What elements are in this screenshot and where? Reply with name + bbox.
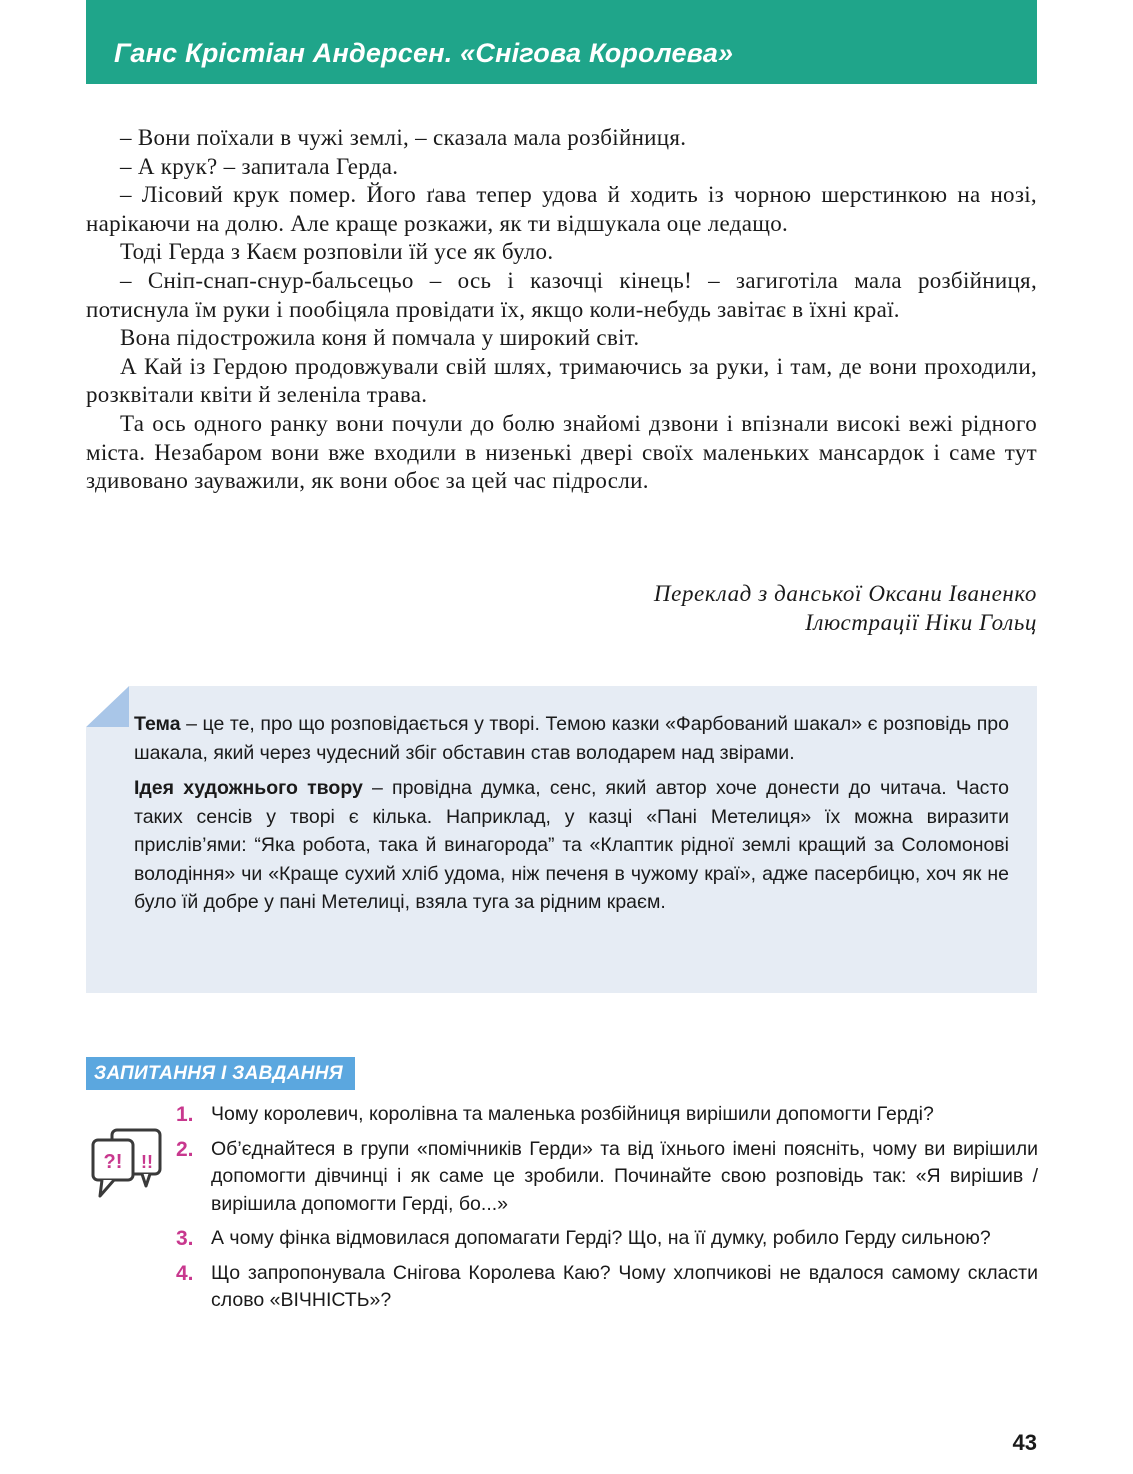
illustration-credit: Ілюстрації Ніки Гольц: [805, 609, 1037, 635]
credits: [654, 580, 1037, 637]
list-item: [176, 1225, 1038, 1253]
question-number: 2.: [176, 1137, 194, 1161]
question-text: А чому фінка відмовилася допомагати Герді? Що, на її думку, робило Герду сильною?: [211, 1227, 991, 1249]
list-item: [176, 1260, 1038, 1315]
question-text: Що запропонувала Снігова Королева Каю? Чому хлопчикові не вдалося самому скласти слово «ВІЧНІСТЬ»?: [211, 1261, 1038, 1311]
story-paragraph: – Сніп-снап-снур-бальсецьо – ось і казочці кінець! – загиготіла мала розбійниця, потиснула їм руки і пообіцяла провідати їх, якщо коли-небудь завітає в їхні краї.: [86, 267, 1037, 322]
question-number: 3.: [176, 1227, 194, 1250]
idea-term: Ідея художнього твору: [134, 777, 363, 799]
story-text: [86, 124, 1037, 496]
definition-box: [86, 686, 1037, 993]
definition-text: [134, 710, 1009, 924]
theme-text: – це те, про що розповідається у творі. Темою казки «Фарбований шакал» є розповідь про шакала, який через чудесний збіг обставин став володарем над звірами.: [134, 713, 1009, 764]
idea-definition: [134, 774, 1009, 917]
page-header: [86, 0, 1037, 84]
idea-text: – провідна думка, сенс, який автор хоче донести до читача. Часто таких сенсів у творі є кілька. Наприклад, у казці «Пані Метелиця» їх можна виразити прислів’ями: “Яка робота, така й винагорода” та «Клаптик рідної землі кращий за Соломонові володіння» чи «Краще сухий хліб удома, ніж печеня в чужому краї», адже пасербицю, хоч як не було їй добре у пані Метелиці, взяла туга за рідним краєм.: [134, 777, 1009, 913]
story-paragraph: Вона підострожила коня й помчала у широкий світ.: [120, 325, 640, 351]
list-item: [176, 1101, 1038, 1129]
page-number: 43: [1012, 1430, 1037, 1455]
story-paragraph: – Лісовий крук помер. Його ґава тепер удова й ходить із чорною шерстинкою на нозі, нарікаючи на долю. Але краще розкажи, як ти відшукала оце ледащо.: [86, 182, 1037, 236]
theme-definition: [134, 710, 1009, 767]
story-paragraph: Тоді Герда з Каєм розповіли їй усе як було.: [120, 239, 554, 265]
story-paragraph: Та ось одного ранку вони почули до болю знайомі дзвони і впізнали високі вежі рідного міста. Незабаром вони вже входили в низенькі двері своїх маленьких мансардок і саме тут здивовано зауважили, як вони обоє за цей час підросли.: [86, 410, 1037, 494]
story-paragraph: – Вони поїхали в чужі землі, – сказала мала розбійниця.: [120, 125, 687, 150]
question-number: 4.: [176, 1261, 194, 1285]
translation-credit: Переклад з данської Оксани Іваненко: [653, 581, 1037, 606]
questions-badge: ЗАПИТАННЯ І ЗАВДАННЯ: [86, 1057, 355, 1090]
story-paragraph: А Кай із Гердою продовжували свій шлях, тримаючись за руки, і там, де вони проходили, розквітали квіти й зеленіла трава.: [86, 353, 1037, 408]
speech-bubbles-icon: [90, 1128, 168, 1206]
questions-list: [176, 1101, 1038, 1322]
question-number: 1.: [176, 1103, 194, 1126]
question-text: Чому королевич, королівна та маленька розбійниця вирішили допомогти Герді?: [211, 1103, 934, 1125]
icon-text-right: !!: [141, 1152, 153, 1172]
chapter-title: Ганс Крістіан Андерсен. «Снігова Королева»: [114, 38, 734, 68]
story-paragraph: – А крук? – запитала Герда.: [120, 153, 399, 179]
icon-text-left: ?!: [103, 1151, 123, 1173]
folded-corner-icon: [86, 686, 130, 728]
list-item: [176, 1136, 1038, 1219]
question-text: Об’єднайтеся в групи «помічників Герди» та від їхнього імені поясніть, чому ви вирішили допомогти дівчинці і як саме це зробили. Починайте свою розповідь так: «Я вирішив / вирішила допомогти Герді, бо...»: [211, 1137, 1038, 1215]
theme-term: Тема: [134, 713, 181, 735]
